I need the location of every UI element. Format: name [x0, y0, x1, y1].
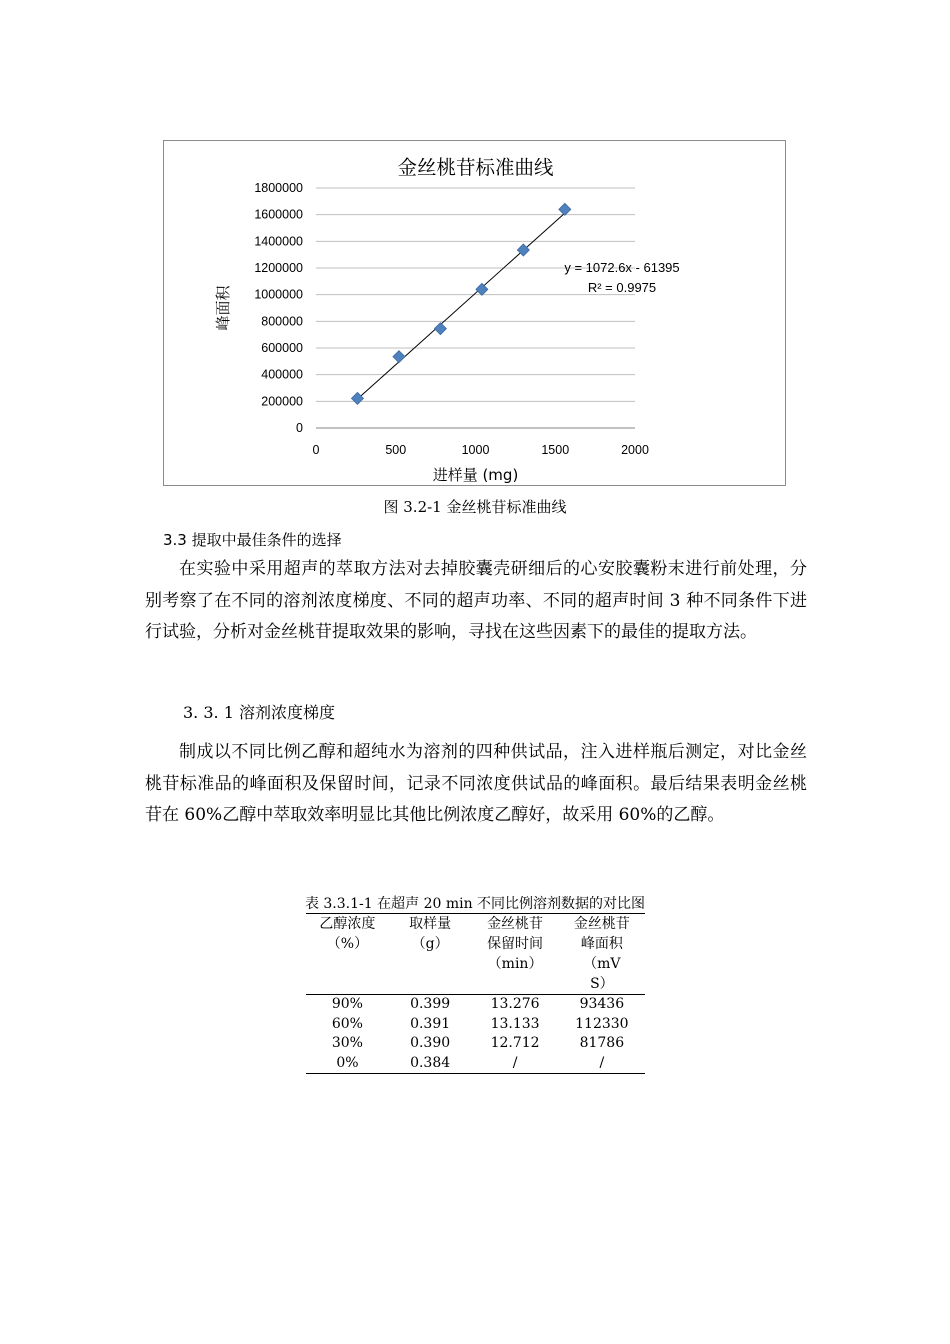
header-peak-area — [559, 914, 645, 995]
y-tick-label: 1800000 — [254, 181, 303, 195]
table-cell: / — [599, 1054, 605, 1071]
paragraph-solvent: 制成以不同比例乙醇和超纯水为溶剂的四种供试品，注入进样瓶后测定，对比金丝桃苷标准品的峰面积及保留时间，记录不同浓度供试品的峰面积。最后结果表明金丝桃苷在 60%乙醇中萃取效率明显比其他比例浓度乙醇好，故采用 60%的乙醇。 — [145, 742, 807, 825]
header-text: 峰面积 — [580, 936, 623, 952]
trendline-equation: y = 1072.6x - 61395 — [564, 260, 680, 275]
x-tick-label: 500 — [385, 443, 407, 457]
header-text: 乙醇浓度 — [319, 916, 376, 932]
table-row — [306, 1015, 645, 1035]
header-text: （%） — [326, 936, 369, 952]
y-tick-label: 400000 — [261, 367, 303, 382]
header-retention-time — [471, 914, 558, 995]
header-text: 保留时间 — [487, 936, 544, 952]
data-point — [476, 283, 488, 295]
table-row — [306, 995, 645, 1015]
data-point — [559, 203, 571, 215]
y-tick-label: 0 — [296, 421, 303, 435]
section-heading: 3.3 提取中最佳条件的选择 — [163, 531, 342, 549]
table-row — [306, 1054, 645, 1074]
table-cell: 90% — [331, 996, 363, 1012]
table-cell: 0.391 — [410, 1015, 451, 1032]
table-cell: 93436 — [579, 996, 625, 1012]
x-tick-label: 0 — [312, 443, 320, 457]
chart-container — [163, 140, 786, 486]
solvent-comparison-table — [306, 913, 645, 1074]
paragraph-intro: 在实验中采用超声的萃取方法对去掉胶囊壳研细后的心安胶囊粉末进行前处理，分别考察了在不同的溶剂浓度梯度、不同的超声功率、不同的超声时间 3 种不同条件下进行试验，分析对金丝桃苷提取效果的影响，寻找在这些因素下的最佳的提取方法。 — [145, 559, 807, 642]
y-tick-label: 1000000 — [254, 287, 303, 302]
header-text: 金丝桃苷 — [487, 916, 544, 932]
table-cell: 12.712 — [490, 1035, 540, 1051]
header-text: 金丝桃苷 — [573, 916, 630, 932]
header-text: （mV — [583, 956, 621, 972]
y-tick-label: 200000 — [261, 394, 303, 409]
table-caption: 表 3.3.1-1 在超声 20 min 不同比例溶剂数据的对比图 — [304, 896, 646, 912]
y-tick-label: 1200000 — [254, 261, 303, 275]
x-axis-label: 进样量 (mg) — [432, 466, 519, 484]
table-cell: 0.390 — [410, 1035, 451, 1051]
table-cell: 0.399 — [410, 996, 451, 1012]
table-cell: 112330 — [575, 1015, 629, 1032]
table-row — [306, 1034, 645, 1054]
x-tick-label: 2000 — [621, 443, 649, 457]
x-tick-label: 1000 — [461, 443, 490, 457]
header-sample-amount — [389, 914, 472, 995]
table-cell: 13.276 — [490, 996, 540, 1012]
header-text: S） — [590, 976, 614, 992]
data-point — [434, 323, 446, 335]
header-text: 取样量 — [409, 916, 452, 932]
table-header-row — [306, 914, 645, 995]
y-axis-label: 峰面积 — [214, 285, 232, 331]
subsection-heading: 3. 3. 1 溶剂浓度梯度 — [183, 703, 335, 722]
data-point — [393, 351, 405, 363]
chart-title: 金丝桃苷标准曲线 — [397, 156, 554, 179]
table-cell: 81786 — [579, 1035, 625, 1051]
table-cell: / — [512, 1054, 518, 1071]
r-squared-label: R² = 0.9975 — [587, 280, 657, 295]
table-cell: 60% — [331, 1015, 363, 1032]
header-text: （g） — [411, 936, 449, 952]
header-text: （min） — [487, 956, 543, 972]
table-cell: 30% — [331, 1035, 363, 1051]
y-tick-label: 800000 — [261, 314, 303, 329]
standard-curve-chart — [164, 141, 787, 487]
table-cell: 13.133 — [490, 1015, 540, 1032]
y-tick-label: 600000 — [261, 341, 303, 355]
table-cell: 0.384 — [410, 1054, 451, 1071]
figure-caption: 图 3.2-1 金丝桃苷标准曲线 — [383, 498, 567, 516]
data-point — [351, 392, 363, 404]
x-tick-label: 1500 — [541, 443, 570, 457]
y-tick-label: 1600000 — [254, 207, 303, 222]
header-ethanol-concentration — [306, 914, 389, 995]
table-cell: 0% — [336, 1054, 359, 1071]
y-tick-label: 1400000 — [254, 234, 303, 249]
